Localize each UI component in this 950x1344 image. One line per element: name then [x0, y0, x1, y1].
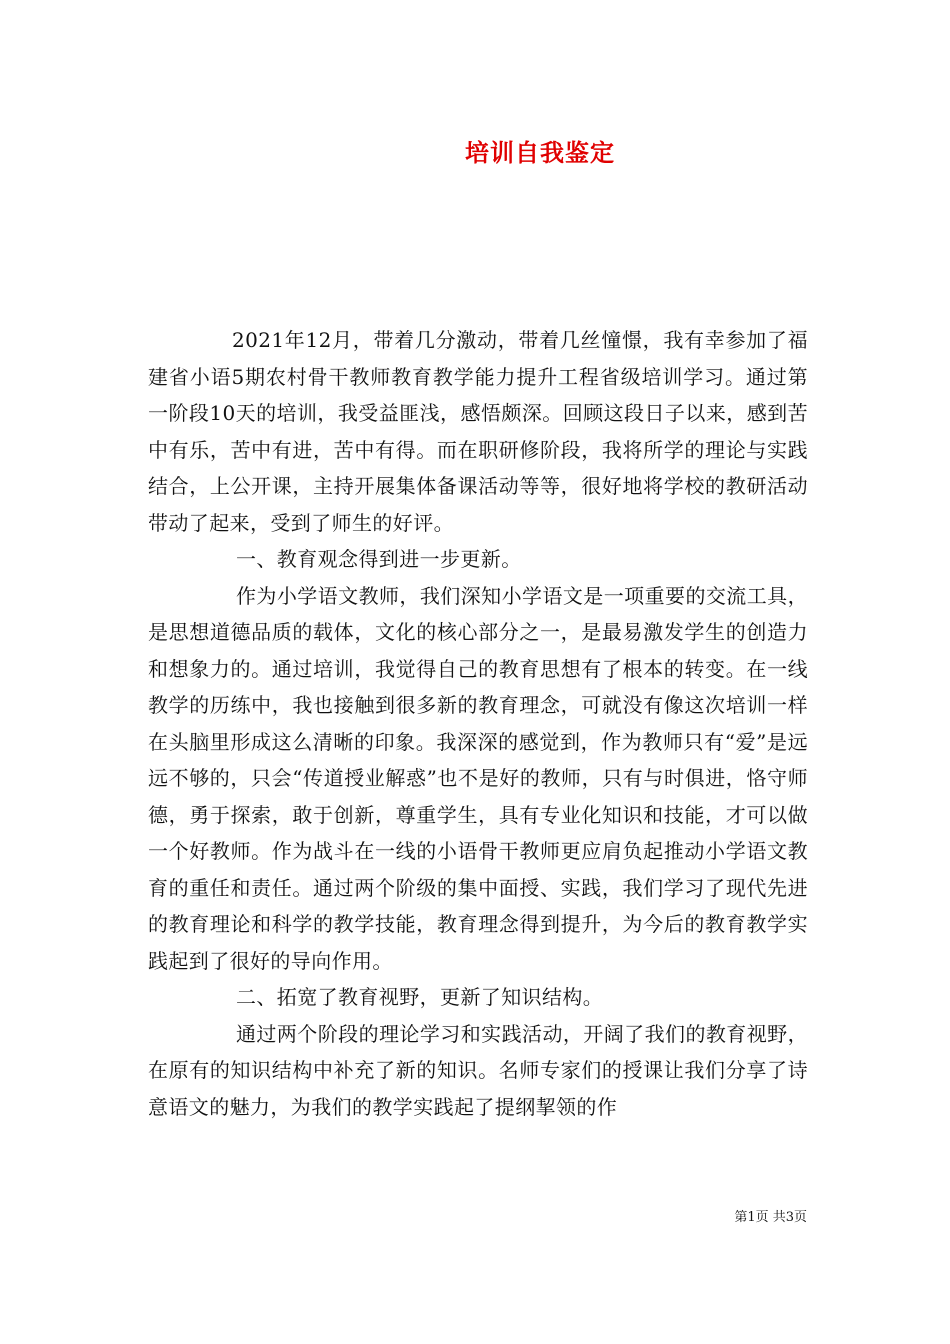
section-heading-1: 一、教育观念得到进一步更新。 — [236, 547, 522, 571]
document-title: 培训自我鉴定 — [465, 138, 615, 167]
section-heading-2: 二、拓宽了教育视野，更新了知识结构。 — [236, 985, 604, 1009]
paragraph-section-2: 通过两个阶段的理论学习和实践活动，开阔了我们的教育视野，在原有的知识结构中补充了新的知识。名师专家们的授课让我们分享了诗意语文的魅力，为我们的教学实践起了提纲挈领的作 — [148, 1021, 808, 1119]
paragraph-intro: 2021年12月，带着几分激动，带着几丝憧憬，我有幸参加了福建省小语5期农村骨干教师教育教学能力提升工程省级培训学习。通过第一阶段10天的培训，我受益匪浅，感悟颇深。回顾这段日子以来，感到苦中有乐，苦中有进，苦中有得。而在职研修阶段，我将所学的理论与实践结合，上公开课，主持开展集体备课活动等等，很好地将学校的教研活动带动了起来，受到了师生的好评。 — [148, 328, 808, 535]
document-body — [148, 322, 808, 1125]
paragraph-section-1: 作为小学语文教师，我们深知小学语文是一项重要的交流工具，是思想道德品质的载体，文化的核心部分之一，是最易激发学生的创造力和想象力的。通过培训，我觉得自己的教育思想有了根本的转变。在一线教学的历练中，我也接触到很多新的教育理念，可就没有像这次培训一样在头脑里形成这么清晰的印象。我深深的感觉到，作为教师只有“爱”是远远不够的，只会“传道授业解惑”也不是好的教师，只有与时俱进，恪守师德，勇于探索，敢于创新，尊重学生，具有专业化知识和技能，才可以做一个好教师。作为战斗在一线的小语骨干教师更应肩负起推动小学语文教育的重任和责任。通过两个阶级的集中面授、实践，我们学习了现代先进的教育理论和科学的教学技能，教育理念得到提升，为今后的教育教学实践起到了很好的导向作用。 — [148, 583, 808, 973]
page-number-footer: 第1页 共3页 — [734, 1210, 807, 1225]
